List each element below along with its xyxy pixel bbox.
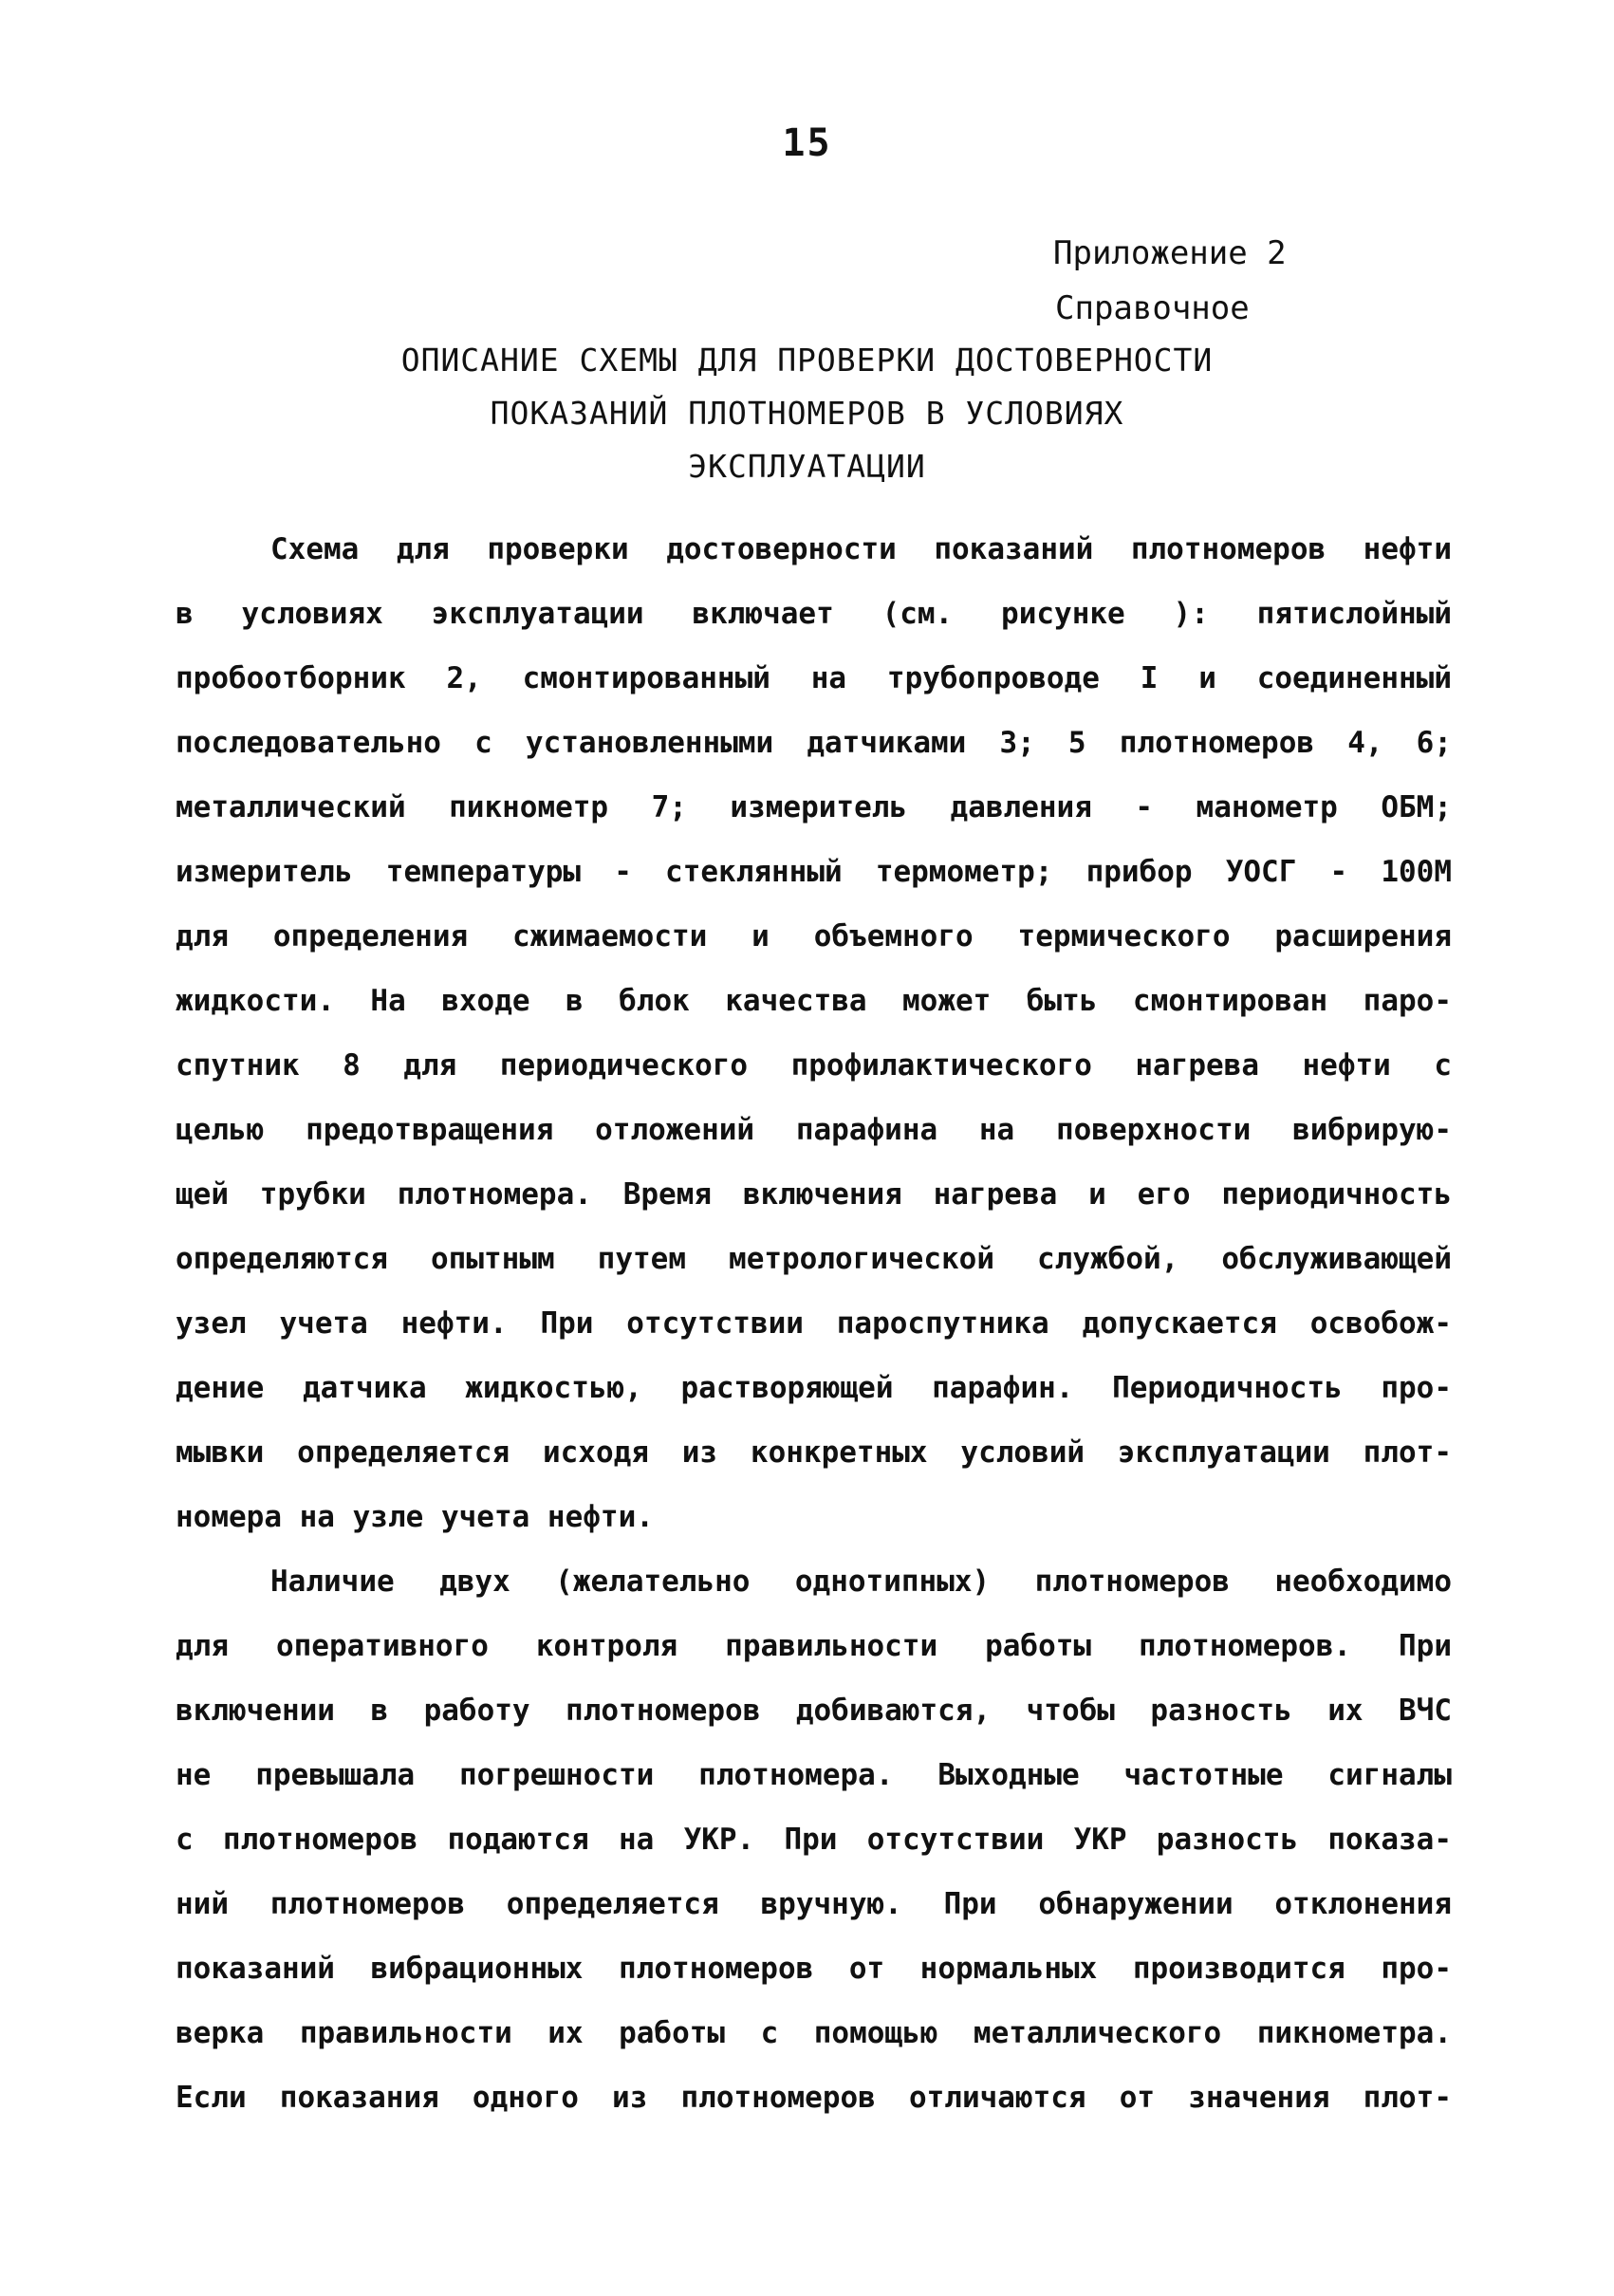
text-line: измеритель температуры - стеклянный термометр; прибор УОСГ - 100М (176, 855, 1452, 889)
paragraph-1 (176, 517, 1452, 1549)
text-line: Если показания одного из плотномеров отличаются от значения плот- (176, 2081, 1452, 2115)
text-line: жидкости. На входе в блок качества может быть смонтирован паро- (176, 984, 1452, 1018)
text-line: Схема для проверки достоверности показаний плотномеров нефти (270, 532, 1452, 566)
appendix-header (1053, 226, 1509, 336)
text-line: узел учета нефти. При отсутствии пароспутника допускается освобож- (176, 1306, 1452, 1341)
section-title (0, 334, 1614, 493)
text-line: в условиях эксплуатации включает (см. рисунке ): пятислойный (176, 597, 1452, 631)
body-text (176, 517, 1452, 2130)
text-line: с плотномеров подаются на УКР. При отсутствии УКР разность показа- (176, 1823, 1452, 1857)
text-line: Наличие двух (желательно однотипных) плотномеров необходимо (270, 1565, 1452, 1599)
text-line: щей трубки плотномера. Время включения нагрева и его периодичность (176, 1177, 1452, 1212)
text-line: не превышала погрешности плотномера. Выходные частотные сигналы (176, 1758, 1452, 1792)
text-line: номера на узле учета нефти. (176, 1500, 654, 1534)
text-line: определяются опытным путем метрологической службой, обслуживающей (176, 1242, 1452, 1276)
text-line: металлический пикнометр 7; измеритель давления - манометр ОБМ; (176, 790, 1452, 824)
text-line: последовательно с установленными датчиками 3; 5 плотномеров 4, 6; (176, 726, 1452, 760)
title-line: ПОКАЗАНИЙ ПЛОТНОМЕРОВ В УСЛОВИЯХ (490, 395, 1124, 432)
text-line: пробоотборник 2, смонтированный на трубопроводе I и соединенный (176, 661, 1452, 695)
text-line: показаний вибрационных плотномеров от нормальных производится про- (176, 1952, 1452, 1986)
text-line: мывки определяется исходя из конкретных условий эксплуатации плот- (176, 1435, 1452, 1470)
appendix-label: Приложение 2 (1053, 234, 1287, 272)
text-line: включении в работу плотномеров добиваются, чтобы разность их ВЧС (176, 1694, 1452, 1728)
title-line: ОПИСАНИЕ СХЕМЫ ДЛЯ ПРОВЕРКИ ДОСТОВЕРНОСТИ (400, 342, 1214, 379)
appendix-type: Справочное (1055, 289, 1250, 327)
text-line: ний плотномеров определяется вручную. При обнаружении отклонения (176, 1887, 1452, 1921)
text-line: верка правильности их работы с помощью металлического пикнометра. (176, 2016, 1452, 2050)
page-number: 15 (782, 121, 832, 165)
text-line: целью предотвращения отложений парафина на поверхности вибрирую- (176, 1113, 1452, 1147)
text-line: для определения сжимаемости и объемного термического расширения (176, 919, 1452, 954)
paragraph-2 (176, 1549, 1452, 2130)
title-line: ЭКСПЛУАТАЦИИ (688, 448, 926, 485)
text-line: для оперативного контроля правильности работы плотномеров. При (176, 1629, 1452, 1663)
text-line: дение датчика жидкостью, растворяющей парафин. Периодичность про- (176, 1371, 1452, 1405)
text-line: спутник 8 для периодического профилактического нагрева нефти с (176, 1048, 1452, 1083)
